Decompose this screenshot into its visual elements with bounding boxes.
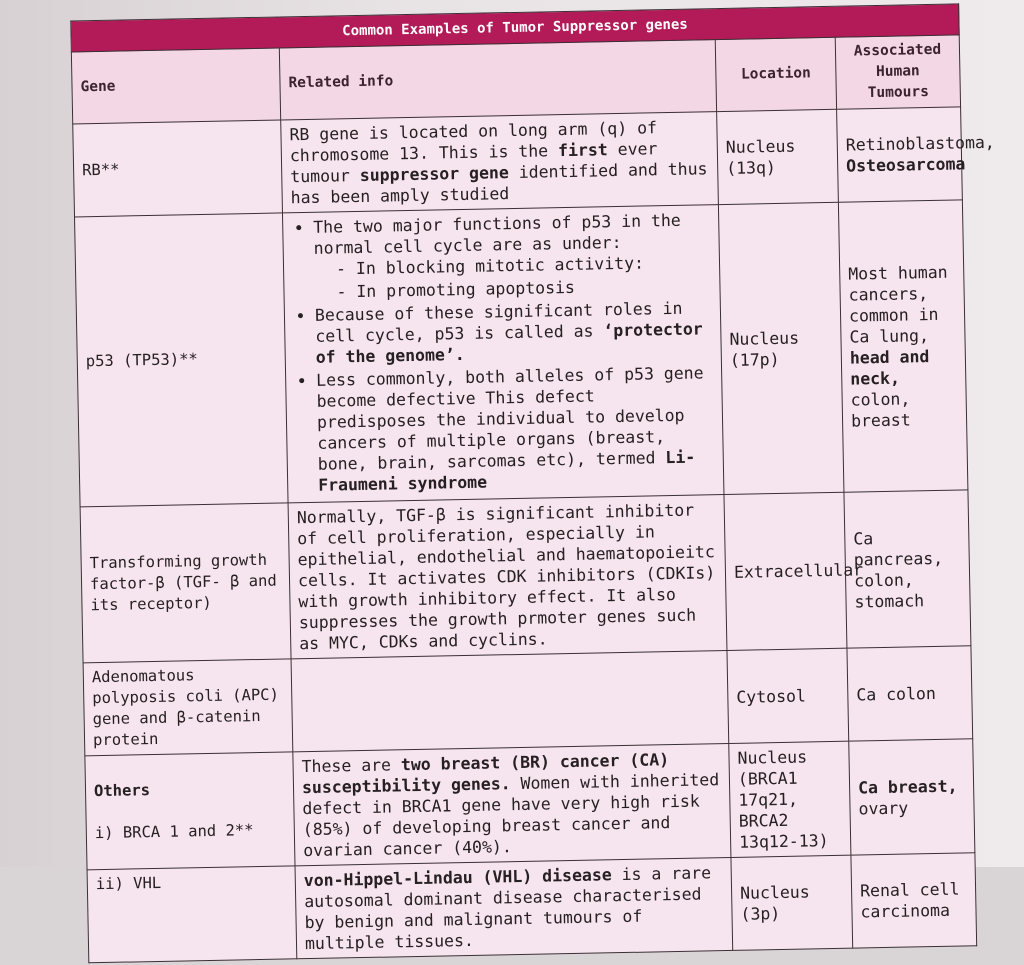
bullet-text: Less commonly, both alleles of p53 gene become defective This defect predisposes the individual to develop cancers of multiple organs (breast, bone, brain, sarcomas etc), termed — [316, 363, 704, 474]
info-text: ever tumour — [290, 139, 658, 187]
list-item — [316, 362, 715, 496]
tumour-vhl: Renal cell carcinoma — [851, 853, 977, 948]
table-row-tgf — [80, 490, 971, 663]
table-row-p53 — [75, 200, 968, 507]
tumour-p53 — [838, 200, 968, 492]
location-apc: Cytosol — [727, 648, 849, 743]
info-vhl — [295, 857, 733, 958]
table-row-brca — [85, 739, 975, 870]
info-tgf: Normally, TGF-β is significant inhibitor of cell proliferation, especially in epithelial, endothelial and haematopoieitc cells. It activates CDK inhibitors (CDKIs) with growth inhibitory effect. It also suppresses the growth prmoter genes such as MYC, CDKs and cyclins. — [288, 495, 727, 659]
tumour-tgf: Ca pancreas, colon, stomach — [844, 490, 971, 648]
tumour-bold: Osteosarcoma — [846, 154, 966, 176]
header-tumours: Associated Human Tumours — [835, 35, 960, 109]
tumor-suppressor-table — [70, 3, 995, 963]
gene-rb: RB** — [73, 120, 283, 217]
table-title: Common Examples of Tumor Suppressor genes — [71, 4, 959, 52]
tumour-text: colon, breast — [850, 388, 911, 431]
tumour-bold: Ca breast, — [857, 776, 958, 797]
info-bold: first — [557, 140, 608, 161]
info-rb — [281, 112, 719, 213]
table-row-vhl — [87, 853, 977, 963]
info-text: RB gene is located on long arm (q) of chromosome 13. This is the — [289, 118, 658, 166]
table-row-apc — [83, 646, 973, 756]
gene-tgf: Transforming growth factor-β (TGF- β and its receptor) — [80, 503, 291, 663]
header-location: Location — [715, 37, 836, 111]
sub-item: - In promoting apoptosis — [336, 274, 711, 302]
info-brca — [293, 743, 731, 865]
header-gene: Gene — [71, 48, 280, 124]
gene-p53: p53 (TP53)** — [75, 213, 289, 507]
tumour-rb — [837, 107, 995, 202]
book-page — [7, 0, 1024, 954]
bullet-text: Because of these significant roles in cell cycle, p53 is called as — [314, 298, 683, 346]
list-item — [315, 297, 713, 368]
header-related-info: Related info — [279, 40, 716, 120]
info-text: Women with inherited defect in BRCA1 gene have very high risk (85%) of developing breast cancer and ovarian cancer (40%). — [302, 770, 720, 861]
info-apc — [291, 650, 729, 751]
tumour-bold: head and neck, — [849, 346, 930, 389]
list-item — [313, 209, 712, 303]
info-bold: suppressor gene — [359, 163, 509, 185]
location-tgf: Extracellular — [724, 492, 847, 650]
tumour-text: ovary — [858, 798, 909, 818]
info-bold: two breast (BR) cancer (CA) susceptibility genes. — [301, 750, 670, 798]
location-vhl: Nucleus (3p) — [731, 855, 853, 950]
tumour-brca — [849, 739, 975, 855]
gene-group-label: Others — [93, 781, 151, 801]
table-row-rb — [73, 107, 963, 217]
tumour-text: Most human cancers, common in Ca lung, — [848, 262, 948, 347]
gene-label: i) BRCA 1 and 2** — [94, 821, 254, 843]
info-p53 — [282, 205, 723, 503]
gene-vhl: ii) VHL — [87, 866, 297, 963]
tumour-text: Retinoblastoma, — [845, 132, 995, 155]
location-brca: Nucleus (BRCA1 17q21, BRCA2 13q12-13) — [729, 741, 851, 857]
info-text: identified and thus has been amply studied — [290, 159, 708, 208]
info-text: is a rare autosomal dominant disease characterised by benign and malignant tumours of multiple tissues. — [304, 863, 712, 954]
gene-brca — [85, 752, 295, 870]
sub-item: - In blocking mitotic activity: — [336, 251, 711, 279]
info-bold: von-Hippel-Lindau (VHL) disease — [303, 865, 612, 891]
bullet-bold: ‘protector of the genome’. — [315, 319, 703, 367]
info-text: These are — [301, 755, 402, 777]
bullet-bold: Li-Fraumeni syndrome — [318, 447, 696, 495]
tumour-apc: Ca colon — [847, 646, 973, 741]
bullet-text: The two major functions of p53 in the normal cell cycle are as under: — [313, 210, 681, 258]
location-p53: Nucleus (17p) — [718, 202, 844, 494]
location-rb: Nucleus (13q) — [717, 109, 839, 204]
gene-apc: Adenomatous polyposis coli (APC) gene and β-catenin protein — [83, 659, 293, 756]
